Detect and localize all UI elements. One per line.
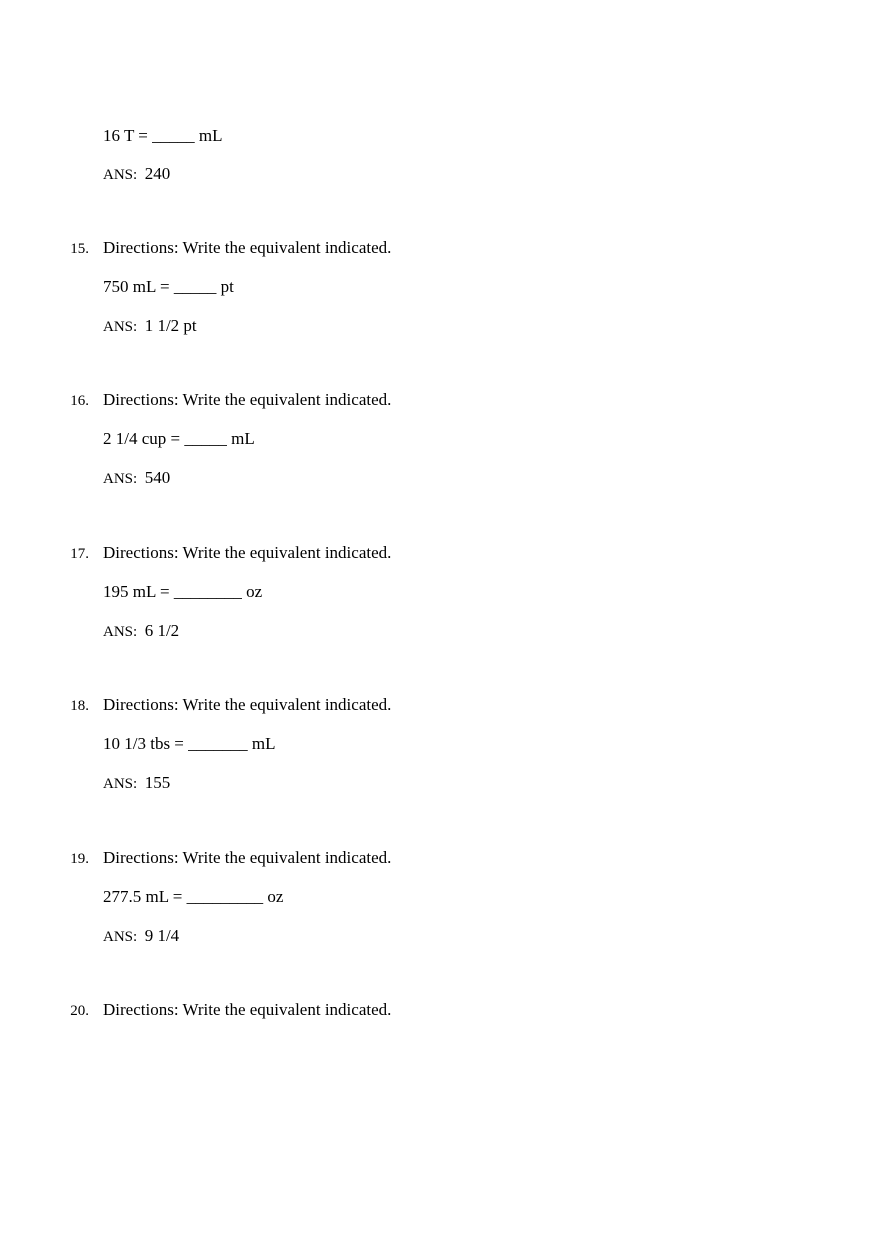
answer-label: ANS: bbox=[103, 624, 138, 640]
question-directions: Directions: Write the equivalent indicated. bbox=[103, 1000, 392, 1019]
answer-label: ANS: bbox=[103, 776, 138, 792]
question-text: 750 mL = _____ pt bbox=[103, 277, 234, 296]
question-number: 19. bbox=[70, 851, 89, 867]
question-answer bbox=[103, 926, 179, 947]
question-directions: Directions: Write the equivalent indicated. bbox=[103, 695, 392, 714]
question-number: 20. bbox=[70, 1003, 89, 1019]
answer-label: ANS: bbox=[103, 167, 138, 183]
question-directions: Directions: Write the equivalent indicated. bbox=[103, 848, 392, 867]
question-number: 18. bbox=[70, 698, 89, 714]
question-answer bbox=[103, 773, 170, 794]
answer-value: 155 bbox=[144, 773, 171, 792]
answer-value: 540 bbox=[144, 468, 171, 487]
answer-value: 9 1/4 bbox=[144, 926, 180, 945]
question-number: 16. bbox=[70, 393, 89, 409]
question-answer bbox=[103, 468, 170, 489]
question-answer bbox=[103, 316, 197, 337]
question-text: 277.5 mL = _________ oz bbox=[103, 887, 284, 906]
answer-label: ANS: bbox=[103, 471, 138, 487]
answer-label: ANS: bbox=[103, 929, 138, 945]
question-text: 10 1/3 tbs = _______ mL bbox=[103, 734, 276, 753]
question-answer bbox=[103, 621, 179, 642]
carryover-question: 16 T = _____ mL bbox=[103, 126, 223, 145]
answer-value: 6 1/2 bbox=[144, 621, 180, 640]
question-directions: Directions: Write the equivalent indicated. bbox=[103, 543, 392, 562]
question-text: 2 1/4 cup = _____ mL bbox=[103, 429, 255, 448]
answer-label: ANS: bbox=[103, 319, 138, 335]
question-number: 17. bbox=[70, 546, 89, 562]
carryover-answer bbox=[103, 164, 170, 185]
answer-value: 1 1/2 pt bbox=[144, 316, 197, 335]
question-number: 15. bbox=[70, 241, 89, 257]
question-directions: Directions: Write the equivalent indicated. bbox=[103, 390, 392, 409]
question-text: 195 mL = ________ oz bbox=[103, 582, 263, 601]
answer-value: 240 bbox=[144, 164, 171, 183]
question-directions: Directions: Write the equivalent indicated. bbox=[103, 238, 392, 257]
